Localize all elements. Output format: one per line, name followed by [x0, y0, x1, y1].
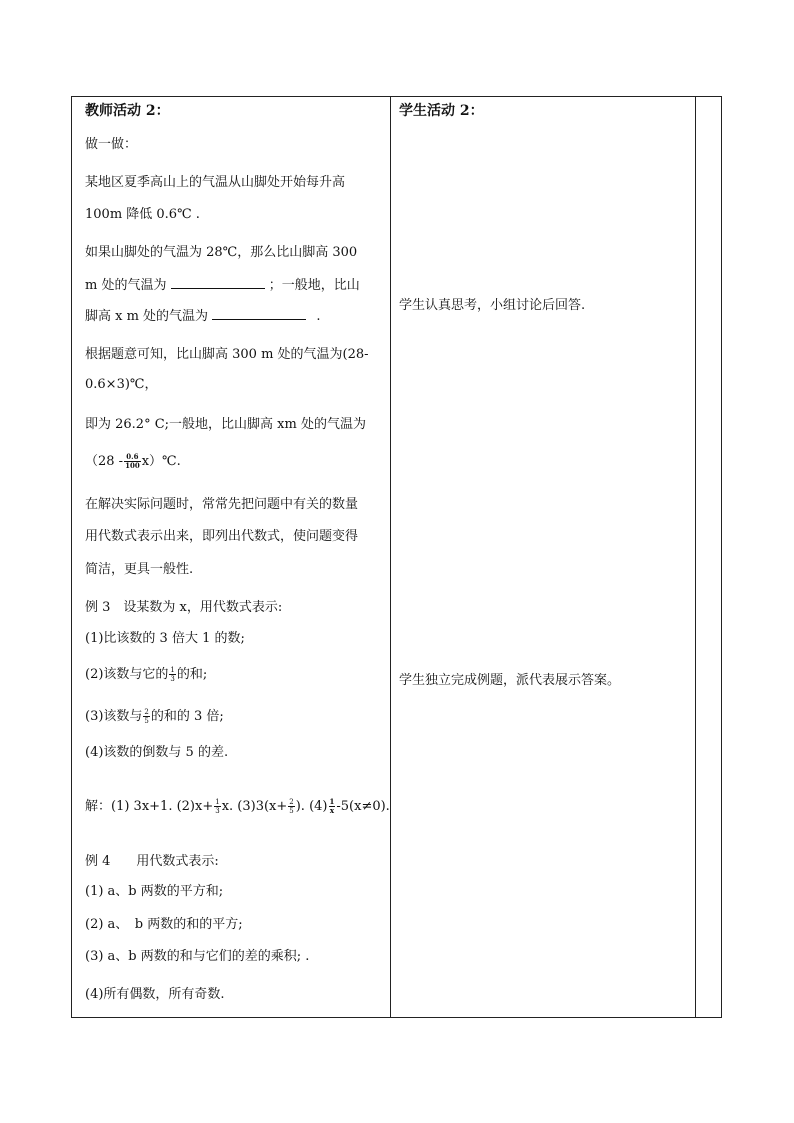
intro-text: 做一做：: [85, 137, 138, 152]
fraction-numerator: 2: [289, 798, 294, 806]
fraction: [169, 666, 175, 683]
fraction-numerator: 2: [144, 708, 149, 716]
fraction: [214, 798, 220, 815]
answer-blank: [171, 276, 265, 289]
question-part: 脚高 x m 处的气温为: [85, 309, 209, 324]
student-activity-column: [391, 97, 695, 1017]
example-3-question: (1)比该数的 3 倍大 1 的数;: [85, 631, 245, 646]
example-4-question: (3) a、b 两数的和与它们的差的乘积; .: [85, 949, 310, 964]
question-part: 的和的 3 倍;: [150, 709, 224, 724]
question-text: [85, 307, 320, 325]
example-4-title: 例 4 用代数式表示:: [85, 854, 219, 869]
answer-blank: [212, 307, 306, 320]
fraction: [143, 708, 149, 725]
question-part: (3)该数与: [85, 709, 143, 724]
fraction-numerator: 1: [215, 798, 220, 806]
solution-part: 解：(1) 3x+1. (2)x+: [85, 799, 214, 814]
question-part: 的和;: [176, 667, 208, 682]
answer-formula: [85, 452, 181, 472]
answer-text: 即为 26.2° C;一般地，比山脚高 xm 处的气温为: [85, 417, 366, 432]
formula-part: （28 -: [85, 454, 124, 469]
question-part: .: [316, 309, 321, 324]
problem-text: 100m 降低 0.6℃ .: [85, 207, 200, 222]
solution-part: x. (3)3(x+: [221, 799, 288, 814]
student-note: 学生独立完成例题，派代表展示答案。: [399, 673, 621, 688]
lesson-table: [71, 96, 722, 1018]
fraction-numerator: 1: [329, 797, 335, 806]
fraction-denominator: 100: [125, 461, 140, 470]
answer-text: 根据题意可知，比山脚高 300 m 处的气温为(28-: [85, 347, 369, 362]
summary-text: 简洁，更具一般性.: [85, 562, 194, 577]
example-3-question: [85, 707, 224, 727]
solution-part: -5(x≠0).: [336, 799, 390, 814]
example-3-title: 例 3 设某数为 x，用代数式表示:: [85, 600, 283, 615]
student-note: 学生认真思考，小组讨论后回答.: [399, 298, 586, 313]
summary-text: 在解决实际问题时，常常先把问题中有关的数量: [85, 497, 359, 512]
fraction-denominator: 3: [170, 675, 175, 683]
question-part: ；一般地，比山: [268, 278, 360, 293]
fraction-numerator: 1: [170, 666, 175, 674]
answer-text: 0.6×3)℃，: [85, 377, 158, 392]
example-3-question: (4)该数的倒数与 5 的差.: [85, 745, 229, 760]
example-4-question: (4)所有偶数，所有奇数.: [85, 987, 225, 1002]
solution-part: ). (4): [295, 799, 328, 814]
question-text: [85, 276, 360, 294]
fraction: [124, 453, 141, 470]
question-part: (2)该数与它的: [85, 667, 169, 682]
fraction: [329, 798, 336, 815]
example-4-question: (1) a、b 两数的平方和;: [85, 884, 224, 899]
fraction-denominator: x: [329, 806, 335, 815]
formula-part: x）℃.: [141, 454, 181, 469]
question-text: 如果山脚处的气温为 28℃，那么比山脚高 300: [85, 245, 358, 260]
teacher-heading: 教师活动 2：: [85, 103, 170, 119]
summary-text: 用代数式表示出来，即列出代数式，使问题变得: [85, 529, 359, 544]
problem-text: 某地区夏季高山上的气温从山脚处开始每升高: [85, 175, 346, 190]
notes-column: [696, 97, 722, 1017]
student-heading: 学生活动 2：: [399, 103, 484, 119]
example-3-question: [85, 665, 207, 685]
teacher-activity-column: [72, 97, 390, 1017]
fraction: [288, 798, 294, 815]
fraction-numerator: 0.6: [124, 453, 141, 462]
question-part: m 处的气温为: [85, 278, 167, 293]
fraction-denominator: 3: [215, 807, 220, 815]
example-4-question: (2) a、 b 两数的和的平方;: [85, 917, 243, 932]
fraction-denominator: 5: [144, 717, 149, 725]
fraction-denominator: 5: [289, 807, 294, 815]
example-3-solution: [85, 797, 390, 817]
